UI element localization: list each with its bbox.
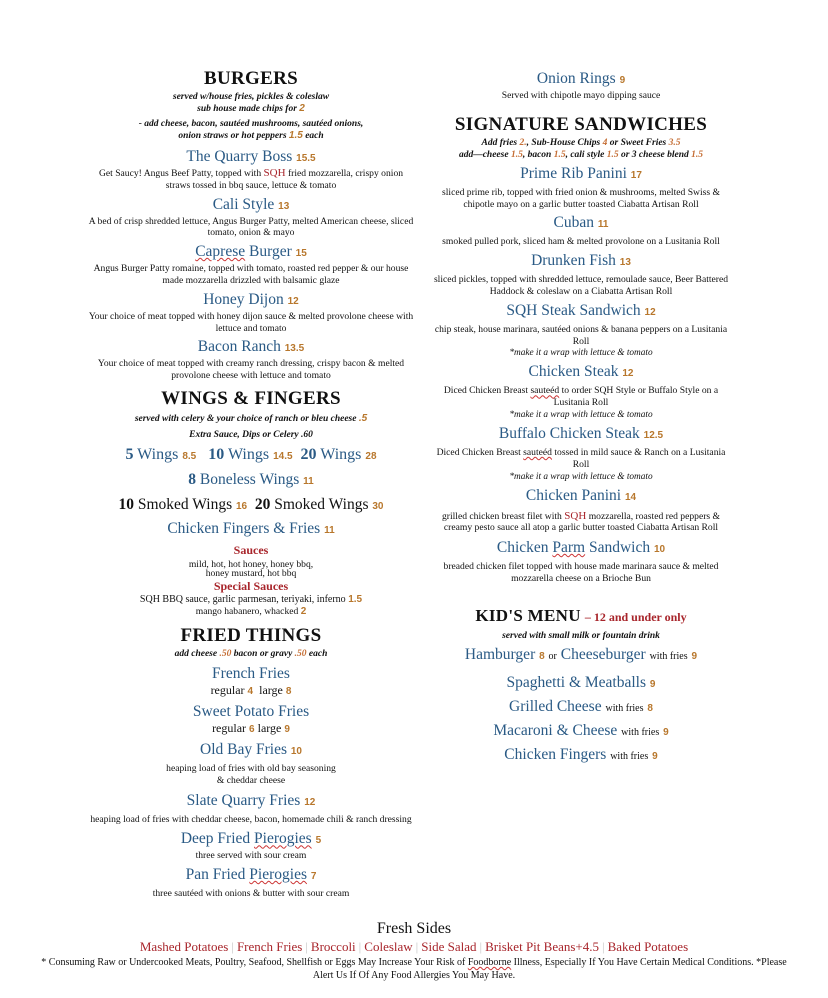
boneless-wings: 8 Boneless Wings 11 — [188, 470, 314, 488]
menu-item: Sweet Potato Fries regular 6 large 9 — [192, 702, 310, 735]
special-sauces-list: SQH BBQ sauce, garlic parmesan, teriyaki, inferno 1.5 mango habanero, whacked 2 — [139, 593, 363, 617]
menu-item: Onion Rings 9 Served with chipotle mayo dipping sauce — [501, 70, 661, 101]
menu-item: Caprese Burger 15 Angus Burger Patty romaine, topped with tomato, roasted red pepper & our house made mozzarella drizzled with balsamic glaze — [93, 243, 409, 286]
smoked-wings: 10 Smoked Wings 16 20 Smoked Wings 30 — [118, 495, 384, 513]
wings-count-row: 5 Wings 8.5 10 Wings 14.5 20 Wings 28 — [125, 445, 377, 463]
kids-item: Macaroni & Cheese with fries 9 — [493, 721, 669, 739]
footer — [40, 920, 788, 982]
fried-heading: FRIED THINGS — [180, 624, 322, 646]
menu-item: Honey Dijon 12 Your choice of meat topped with honey dijon sauce & melted provolone cheese with lettuce and tomato — [88, 290, 414, 334]
menu-item: Pan Fried Pierogies 7 three sautéed with onions & butter with sour cream — [152, 866, 350, 900]
menu-item: Cali Style 13 A bed of crisp shredded lettuce, Angus Burger Patty, melted American cheese, sliced tomato, onion & mayo — [88, 195, 414, 239]
kids-subtitle: served with small milk or fountain drink — [502, 630, 660, 641]
sauces-heading: Sauces — [233, 542, 269, 557]
special-sauces-heading: Special Sauces — [213, 578, 289, 593]
menu-item: Drunken Fish 13 sliced pickles, topped with shredded lettuce, remoulade sauce, Beer Battered Haddock & coleslaw on a Ciabatta Artisan Roll — [433, 252, 729, 297]
sandwiches-subtitle: Add fries 2., Sub-House Chips 4 or Sweet Fries 3.5 add—cheese 1.5, bacon 1.5, cali style 1.5 or 3 cheese blend 1.5 — [458, 137, 704, 160]
sauces-list: mild, hot, hot honey, honey bbq, honey mustard, hot bbq — [188, 558, 314, 579]
left-column — [86, 66, 416, 900]
menu-item: Chicken Parm Sandwich 10 breaded chicken filet topped with house made marinara sauce & melted mozzarella cheese on a Brioche Bun — [443, 539, 719, 584]
wings-subtitle: served with celery & your choice of ranch or bleu cheese .5 Extra Sauce, Dips or Celery .60 — [134, 412, 368, 440]
kids-item: Spaghetti & Meatballs 9 — [506, 673, 656, 691]
menu-item: Buffalo Chicken Steak 12.5 Diced Chicken Breast sauteéd tossed in mild sauce & Ranch on a Lusitania Roll *make it a wrap with lettuce & tomato — [436, 424, 726, 482]
menu-item: French Fries regular 4 large 8 — [210, 664, 292, 697]
allergy-disclaimer: * Consuming Raw or Undercooked Meats, Poultry, Seafood, Shellfish or Eggs May Increase Your Risk of Foodborne Illness, Especially If You Have Certain Medical Conditions. *Please Alert Us If Of Any Food Allergies You May Have. — [41, 957, 787, 981]
fresh-sides-list: Mashed Potatoes | French Fries | Broccoli | Coleslaw | Side Salad | Brisket Pit Beans+4.5 | Baked Potatoes — [139, 939, 689, 954]
kids-item-burger: Hamburger 8 or Cheeseburger with fries 9 — [464, 645, 698, 663]
menu-item: SQH Steak Sandwich 12 chip steak, house marinara, sautéed onions & banana peppers on a Lusitania Roll *make it a wrap with lettuce & tomato — [434, 301, 728, 359]
wings-heading: WINGS & FINGERS — [161, 387, 341, 409]
menu-item: Slate Quarry Fries 12 heaping load of fries with cheddar cheese, bacon, homemade chili & ranch dressing — [90, 791, 412, 825]
chicken-fingers-fries: Chicken Fingers & Fries 11 — [167, 519, 335, 537]
sandwiches-heading: SIGNATURE SANDWICHES — [454, 113, 708, 135]
burgers-subtitle: served w/house fries, pickles & coleslaw sub house made chips for 2 - add cheese, bacon, sautéed mushrooms, sautéed onions, onion straws or hot peppers 1.5 each — [138, 92, 364, 141]
menu-item: Bacon Ranch 13.5 Your choice of meat topped with creamy ranch dressing, crispy bacon & melted provolone cheese with lettuce and tomato — [97, 338, 405, 382]
kids-item: Grilled Cheese with fries 8 — [509, 697, 653, 715]
menu-item: Cuban 11 smoked pulled pork, sliced ham & melted provolone on a Lusitania Roll — [442, 214, 720, 248]
fresh-sides-heading: Fresh Sides — [376, 920, 452, 937]
menu-item: Prime Rib Panini 17 sliced prime rib, topped with fried onion & mushrooms, melted Swiss & chipotle mayo on a garlic butter toasted Ciabatta Artisan Roll — [442, 164, 720, 210]
menu-item: Deep Fried Pierogies 5 three served with sour cream — [180, 830, 322, 862]
kids-item: Chicken Fingers with fries 9 — [504, 745, 658, 763]
menu-item: Chicken Steak 12 Diced Chicken Breast sauteéd to order SQH Style or Buffalo Style on a Lusitania Roll *make it a wrap with lettuce & tomato — [443, 363, 719, 420]
fried-subtitle: add cheese .50 bacon or gravy .50 each — [174, 648, 328, 659]
kids-heading: KID'S MENU – 12 and under only — [475, 605, 687, 625]
burgers-heading: BURGERS — [204, 68, 298, 89]
menu-item: Chicken Panini 14 grilled chicken breast filet with SQH mozzarella, roasted red peppers & creamy pesto sauce all atop a garlic butter toasted Ciabatta Artisan Roll — [441, 486, 721, 534]
menu-item: The Quarry Boss 15.5 Get Saucy! Angus Beef Patty, topped with SQH fried mozzarella, crispy onion straws tossed in bbq sauce, lettuce & tomato — [98, 148, 404, 191]
right-column — [428, 66, 734, 766]
menu-item: Old Bay Fries 10 heaping load of fries with old bay seasoning & cheddar cheese — [166, 740, 336, 786]
